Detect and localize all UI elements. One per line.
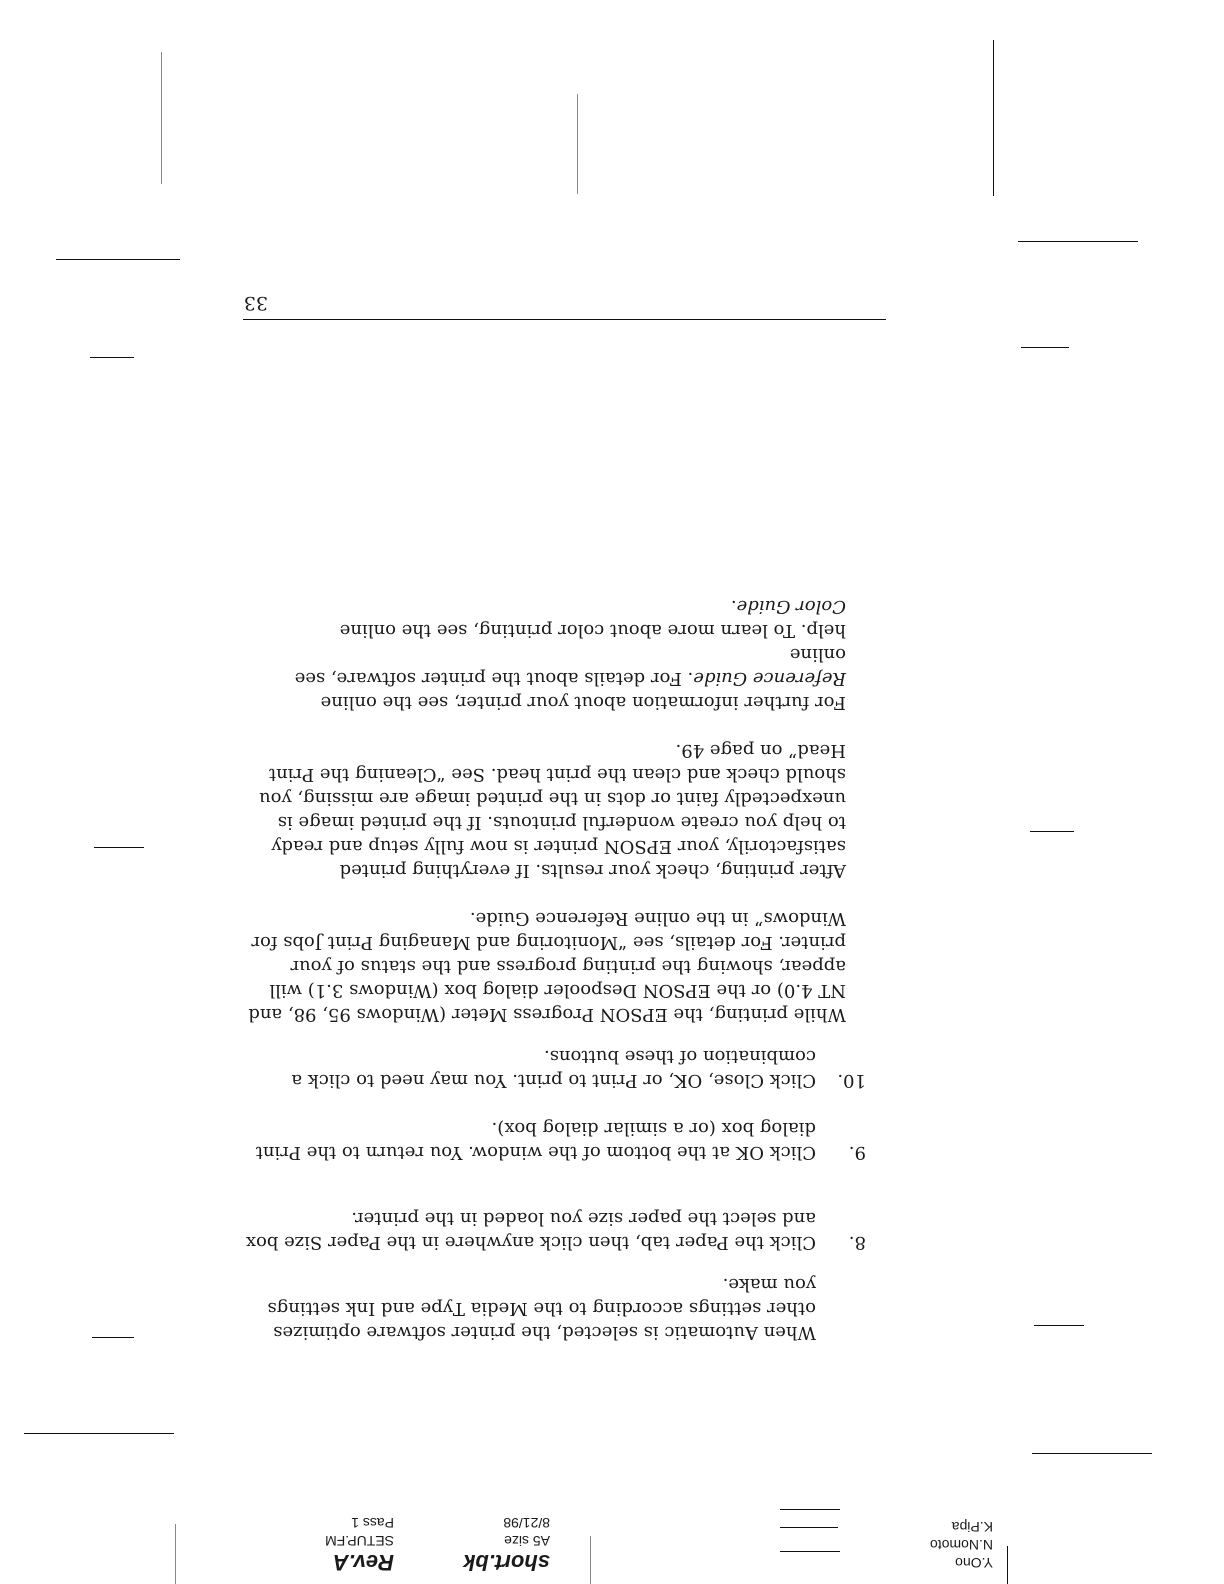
trim-mark xyxy=(1030,831,1074,832)
further-info-paragraph xyxy=(236,594,846,714)
header-revision-block xyxy=(284,1514,394,1574)
trim-mark xyxy=(1018,241,1138,242)
further-info-line: Reference Guide. For details about the printer software, see online xyxy=(294,644,846,689)
margin-rule xyxy=(161,52,162,184)
margin-rule xyxy=(577,94,578,194)
automatic-note: When Automatic is selected, the printer software optimizes other settings according to the Media Type and Ink settings you make. xyxy=(267,1274,816,1343)
trim-mark xyxy=(1032,1453,1152,1454)
step-number: 9. xyxy=(848,1142,866,1163)
paper-size: A5 size xyxy=(504,1533,550,1549)
header-book-block xyxy=(430,1514,550,1574)
further-info-line: For further information about your printer, see the online xyxy=(320,692,846,713)
reviewer-list xyxy=(913,1518,993,1572)
file-name: SETUP.FM xyxy=(325,1533,394,1549)
marker-rule xyxy=(780,1527,838,1528)
page-number: 33 xyxy=(243,292,268,314)
trim-mark xyxy=(92,1337,134,1338)
further-info-line: Color Guide. xyxy=(730,596,846,617)
reviewer-name: K.Pipa xyxy=(951,1519,993,1535)
step-text: Click Close, OK, or Print to print. You may need to click a combination of these buttons. xyxy=(291,1046,816,1091)
trim-mark xyxy=(1034,1325,1084,1326)
revision-label: Rev.A xyxy=(332,1550,394,1575)
color-guide-title: Color Guide xyxy=(736,596,846,617)
step-number: 10. xyxy=(837,1070,866,1091)
pass-label: Pass 1 xyxy=(351,1515,394,1531)
footer-rule xyxy=(243,319,886,320)
reviewer-name: Y.Ono xyxy=(955,1555,993,1571)
header-divider xyxy=(590,1536,591,1584)
trim-mark xyxy=(56,259,180,260)
trim-mark xyxy=(1021,347,1069,348)
trim-mark xyxy=(94,847,144,848)
step-number: 8. xyxy=(848,1232,866,1253)
reviewer-name: N.Nomoto xyxy=(929,1537,993,1553)
progress-paragraph: While printing, the EPSON Progress Meter (Windows 95, 98, and NT 4.0) or the EPSON Despooler dialog box (Windows 3.1) will appear, showing the printing progress and the status of your printer. For details, see “Monitoring and Managing Print Jobs for Windows” in the online Reference Guide. xyxy=(248,908,846,1025)
further-info-line: help. To learn more about color printing, see the online xyxy=(339,620,846,641)
trim-mark xyxy=(90,357,134,358)
header-divider xyxy=(175,1524,176,1584)
marker-rule xyxy=(780,1551,840,1552)
trim-mark xyxy=(24,1433,174,1434)
step-text: Click the Paper tab, then click anywhere in the Paper Size box and select the paper size you loaded in the printer. xyxy=(245,1208,816,1253)
header-divider xyxy=(1007,1546,1008,1584)
book-name: short.bk xyxy=(463,1550,550,1575)
marker-rule xyxy=(780,1509,840,1510)
reference-guide-title: Reference Guide xyxy=(693,668,846,689)
margin-rule xyxy=(993,40,994,196)
step-text: Click OK at the bottom of the window. You return to the Print dialog box (or a similar dialog box). xyxy=(255,1118,816,1163)
after-printing-paragraph: After printing, check your results. If everything printed satisfactorily, your EPSON printer is now fully setup and ready to help you create wonderful printouts. If the printed image is unexpectedly faint or dots in the printed image are missing, you should check and clean the print head. See “Cleaning the Print Head” on page 49. xyxy=(259,740,846,881)
print-date: 8/21/98 xyxy=(503,1515,550,1531)
